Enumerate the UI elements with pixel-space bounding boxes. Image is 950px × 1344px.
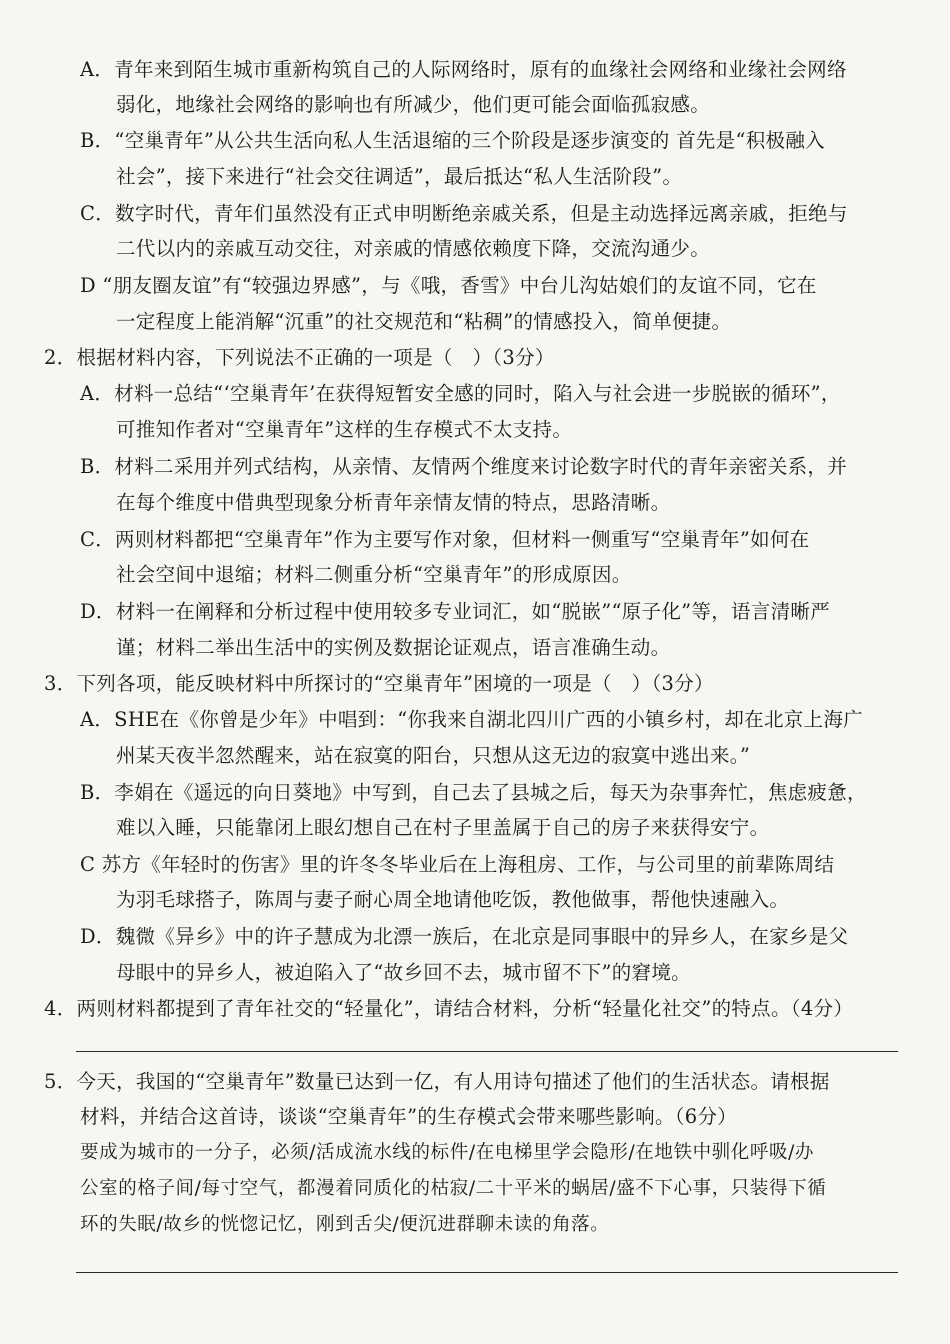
q5-stem-line2: 材料，并结合这首诗，谈谈“空巢青年”的生存模式会带来哪些影响。（6分） — [80, 1105, 738, 1128]
q2-option-d-line2: 谨；材料二举出生活中的实例及数据论证观点，语言准确生动。 — [116, 636, 671, 659]
q5-poem-line2: 公室的格子间/每寸空气，都漫着同质化的枯寂/二十平米的蜗居/盛不下心事，只装得下循 — [80, 1178, 827, 1199]
q1-option-a-line2: 弱化，地缘社会网络的影响也有所减少，他们更可能会面临孤寂感。 — [116, 93, 711, 116]
q1-option-b-line2: 社会”，接下来进行“社会交往调适”，最后抵达“私人生活阶段”。 — [116, 165, 683, 188]
q2-option-b-line1: B．材料二采用并列式结构，从亲情、友情两个维度来讨论数字时代的青年亲密关系，并 — [80, 455, 848, 478]
q1-option-c-line1: C．数字时代，青年们虽然没有正式申明断绝亲戚关系，但是主动选择远离亲戚，拒绝与 — [80, 202, 848, 225]
q4-answer-line — [76, 1051, 898, 1052]
q2-option-d-line1: D．材料一在阐释和分析过程中使用较多专业词汇，如“脱嵌”“原子化”等，语言清晰严 — [80, 600, 831, 623]
q5-poem-line3: 环的失眠/故乡的恍惚记忆，刚到舌尖/便沉进群聊未读的角落。 — [80, 1214, 610, 1235]
q5-stem-line1: 5．今天，我国的“空巢青年”数量已达到一亿，有人用诗句描述了他们的生活状态。请根据 — [44, 1070, 830, 1093]
q1-option-d-line2: 一定程度上能消解“沉重”的社交规范和“粘稠”的情感投入，简单便捷。 — [116, 310, 732, 333]
q3-option-a-line1: A．SHE在《你曾是少年》中唱到：“你我来自湖北四川广西的小镇乡村，却在北京上海广 — [80, 708, 863, 731]
q2-option-a-line1: A．材料一总结“‘空巢青年’在获得短暂安全感的同时，陷入与社会进一步脱嵌的循环”， — [80, 382, 841, 405]
q3-stem: 3．下列各项，能反映材料中所探讨的“空巢青年”困境的一项是（ ）（3分） — [44, 672, 714, 695]
q2-option-b-line2: 在每个维度中借典型现象分析青年亲情友情的特点，思路清晰。 — [116, 491, 671, 514]
q2-option-a-line2: 可推知作者对“空巢青年”这样的生存模式不太支持。 — [116, 418, 573, 441]
q1-option-c-line2: 二代以内的亲戚互动交往，对亲戚的情感依赖度下降，交流沟通少。 — [116, 237, 711, 260]
q4-stem: 4．两则材料都提到了青年社交的“轻量化”，请结合材料，分析“轻量化社交”的特点。（4分） — [44, 997, 854, 1020]
q5-poem-line1: 要成为城市的一分子，必须/活成流水线的标件/在电梯里学会隐形/在地铁中驯化呼吸/办 — [80, 1142, 815, 1163]
q3-option-b-line1: B．李娟在《遥远的向日葵地》中写到，自己去了县城之后，每天为杂事奔忙，焦虑疲惫， — [80, 781, 867, 804]
q1-option-d-line1: D “朋友圈友谊”有“较强边界感”，与《哦，香雪》中台儿沟姑娘们的友谊不同，它在 — [80, 274, 817, 297]
q1-option-a-line1: A．青年来到陌生城市重新构筑自己的人际网络时，原有的血缘社会网络和业缘社会网络 — [80, 58, 847, 81]
q2-option-c-line2: 社会空间中退缩；材料二侧重分析“空巢青年”的形成原因。 — [116, 563, 632, 586]
q3-option-b-line2: 难以入睡，只能靠闭上眼幻想自己在村子里盖属于自己的房子来获得安宁。 — [116, 816, 770, 839]
q3-option-d-line1: D．魏微《异乡》中的许子慧成为北漂一族后，在北京是同事眼中的异乡人，在家乡是父 — [80, 925, 849, 948]
q3-option-c-line2: 为羽毛球搭子，陈周与妻子耐心周全地请他吃饭，教他做事，帮他快速融入。 — [116, 888, 790, 911]
q1-option-b-line1: B．“空巢青年”从公共生活向私人生活退缩的三个阶段是逐步演变的 首先是“积极融入 — [80, 129, 825, 152]
q2-option-c-line1: C．两则材料都把“空巢青年”作为主要写作对象，但材料一侧重写“空巢青年”如何在 — [80, 528, 810, 551]
q5-answer-line — [76, 1272, 898, 1273]
q3-option-d-line2: 母眼中的异乡人，被迫陷入了“故乡回不去，城市留不下”的窘境。 — [116, 961, 691, 984]
q3-option-a-line2: 州某天夜半忽然醒来，站在寂寞的阳台，只想从这无边的寂寞中逃出来。” — [116, 744, 751, 767]
q3-option-c-line1: C 苏方《年轻时的伤害》里的许冬冬毕业后在上海租房、工作，与公司里的前辈陈周结 — [80, 853, 835, 876]
q2-stem: 2．根据材料内容，下列说法不正确的一项是（ ）（3分） — [44, 346, 555, 369]
